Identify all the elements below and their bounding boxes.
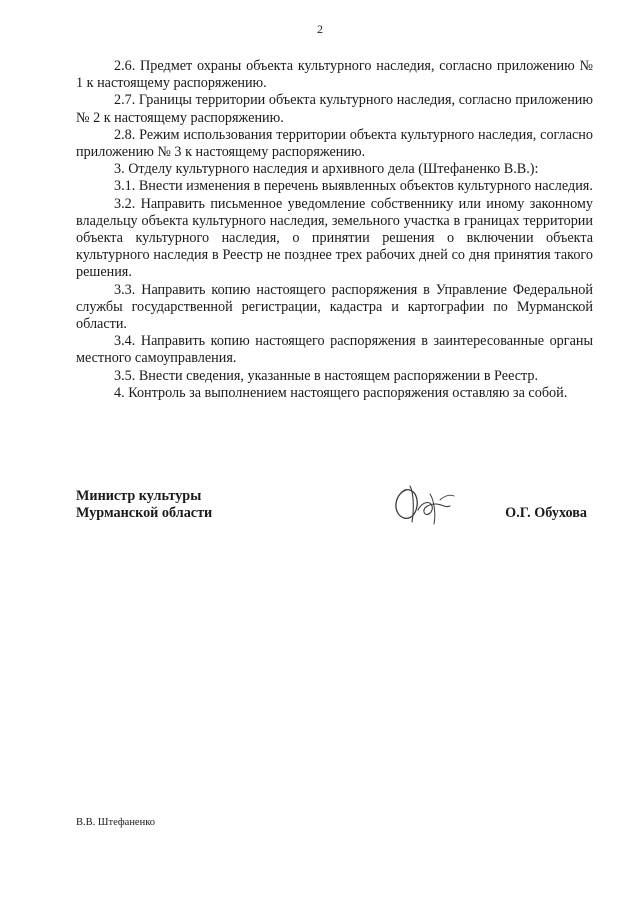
document-body	[76, 58, 593, 402]
signatory-title-line-2: Мурманской области	[76, 505, 213, 522]
paragraph-3: 3. Отделу культурного наследия и архивного дела (Штефаненко В.В.):	[114, 161, 539, 178]
paragraph-2-7: 2.7. Границы территории объекта культурного наследия, согласно приложению № 2 к настоящему распоряжению.	[76, 92, 593, 126]
paragraph-3-4: 3.4. Направить копию настоящего распоряжения в заинтересованные органы местного самоуправления.	[76, 333, 593, 367]
paragraph-3-2: 3.2. Направить письменное уведомление собственнику или иному законному владельцу объекта культурного наследия, земельного участка в границах территории объекта культурного наследия, о принятии решения о включении объекта культурного наследия в Реестр не позднее трех рабочих дней со дня принятия такого решения.	[76, 195, 593, 281]
signatory-title-line-1: Министр культуры	[76, 488, 202, 504]
paragraph-4: 4. Контроль за выполнением настоящего распоряжения оставляю за собой.	[114, 384, 568, 401]
paragraph-3-5: 3.5. Внести сведения, указанные в настоящем распоряжении в Реестр.	[114, 367, 539, 384]
paragraph-2-6: 2.6. Предмет охраны объекта культурного наследия, согласно приложению № 1 к настоящему распоряжению.	[76, 58, 593, 92]
executor-name: В.В. Штефаненко	[76, 817, 156, 828]
paragraph-3-1: 3.1. Внести изменения в перечень выявленных объектов культурного наследия.	[114, 178, 593, 195]
signatory-name: О.Г. Обухова	[505, 505, 587, 521]
signatory-title	[76, 488, 212, 523]
paragraph-2-8: 2.8. Режим использования территории объекта культурного наследия, согласно приложению № 3 к настоящему распоряжению.	[76, 126, 593, 161]
page-number: 2	[317, 22, 323, 36]
paragraph-3-3: 3.3. Направить копию настоящего распоряжения в Управление Федеральной службы государственной регистрации, кадастра и картографии по Мурманской области.	[76, 281, 593, 333]
handwritten-signature	[388, 480, 458, 526]
signature-block	[76, 488, 593, 528]
